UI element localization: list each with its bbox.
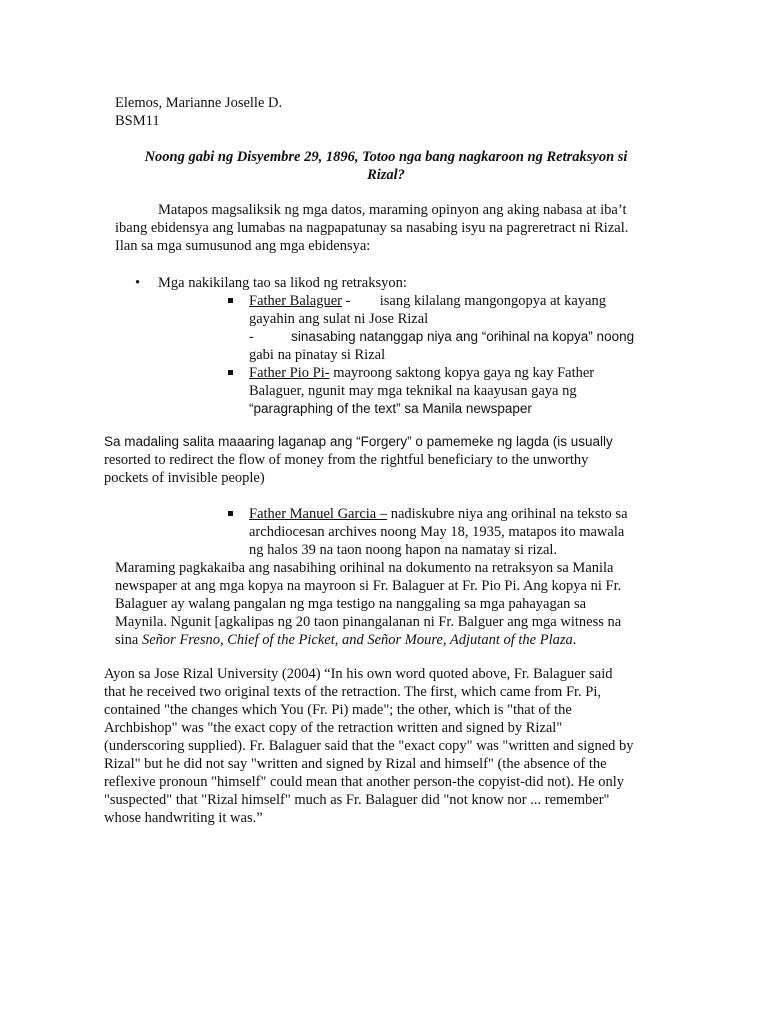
balaguer-dash: - bbox=[249, 329, 254, 345]
ayon-line-4: Archbishop" was "the exact copy of the retraction written and signed by Rizal" bbox=[104, 720, 563, 736]
sub-item-garcia bbox=[249, 505, 649, 559]
title-line-1: Noong gabi ng Disyembre 29, 1896, Totoo nga bang nagkaroon ng Retraksyon si bbox=[144, 149, 628, 165]
author-block bbox=[115, 94, 282, 130]
section-code: BSM11 bbox=[115, 113, 160, 129]
differences-line-5-start: sina bbox=[115, 632, 142, 648]
square-bullet-icon bbox=[228, 511, 233, 516]
sub-item-balaguer bbox=[249, 292, 649, 364]
intro-line-2: ibang ebidensya ang lumabas na nagpapatunay sa nasabing isyu na pagreretract ni Rizal. bbox=[115, 220, 629, 236]
forgery-line-3: pockets of invisible people) bbox=[104, 470, 265, 486]
differences-line-5-end: . bbox=[572, 632, 577, 648]
garcia-name: Father Manuel Garcia – bbox=[249, 506, 388, 522]
forgery-line-2: resorted to redirect the flow of money from the rightful beneficiary to the unworthy bbox=[104, 452, 589, 468]
piopi-name: Father Pio Pi- bbox=[249, 365, 330, 381]
ayon-line-8: "suspected" that "Rizal himself" much as Fr. Balaguer did "not know nor ... remember" bbox=[104, 792, 610, 808]
author-name: Elemos, Marianne Joselle D. bbox=[115, 95, 283, 111]
ayon-line-9: whose handwriting it was.” bbox=[104, 810, 263, 826]
differences-paragraph bbox=[115, 559, 655, 649]
intro-paragraph bbox=[115, 201, 657, 255]
intro-line-3: Ilan sa mga sumusunod ang mga ebidensya: bbox=[115, 238, 371, 254]
differences-line-1: Maraming pagkakaiba ang nasabihing orihinal na dokumento na retraksyon sa Manila bbox=[115, 560, 614, 576]
forgery-paragraph bbox=[104, 433, 634, 487]
garcia-line-2: archdiocesan archives noong May 18, 1935, matapos ito mawala bbox=[249, 524, 625, 540]
ayon-line-2: that he received two original texts of the retraction. The first, which came from Fr. Pi, bbox=[104, 684, 602, 700]
balaguer-name: Father Balaguer bbox=[249, 293, 343, 309]
ayon-line-1: Ayon sa Jose Rizal University (2004) “In his own word quoted above, Fr. Balaguer said bbox=[104, 666, 613, 682]
ayon-line-3: contained "the changes which You (Fr. Pi) made"; the other, which is "that of the bbox=[104, 702, 572, 718]
differences-line-4: Maynila. Ngunit [agkalipas ng 20 taon pinangalanan ni Fr. Balguer ang mga witness na bbox=[115, 614, 622, 630]
balaguer-line-2: gayahin ang sulat ni Jose Rizal bbox=[249, 311, 429, 327]
garcia-line-3: ng halos 39 na taon noong hapon na namatay si rizal. bbox=[249, 542, 558, 558]
balaguer-line-4: gabi na pinatay si Rizal bbox=[249, 347, 386, 363]
sub-item-piopi bbox=[249, 364, 649, 418]
piopi-line-2: Balaguer, ngunit may mga teknikal na kaayusan gaya ng bbox=[249, 383, 577, 399]
forgery-line-1: Sa madaling salita maaaring laganap ang “Forgery” o pamemeke ng lagda (is usually bbox=[104, 434, 613, 449]
ayon-line-5: (underscoring supplied). Fr. Balaguer said that the "exact copy" was "written and signed by bbox=[104, 738, 634, 754]
differences-line-3: Balaguer ay walang pangalan ng mga testigo na nanggaling sa mga pahayagan sa bbox=[115, 596, 587, 612]
differences-line-2: newspaper at ang mga kopya na mayroon si Fr. Balaguer at Fr. Pio Pi. Ang kopya ni Fr. bbox=[115, 578, 622, 594]
balaguer-line-1: isang kilalang mangongopya at kayang bbox=[379, 293, 607, 309]
piopi-line-3: “paragraphing of the text” sa Manila newspaper bbox=[249, 401, 532, 416]
document-title bbox=[130, 148, 642, 184]
ayon-paragraph bbox=[104, 665, 654, 827]
square-bullet-icon bbox=[228, 370, 233, 375]
witness-names: Señor Fresno, Chief of the Picket, and Señor Moure, Adjutant of the Plaza bbox=[141, 632, 573, 648]
piopi-line-1: mayroong saktong kopya gaya ng kay Father bbox=[329, 365, 595, 381]
ayon-line-7: reflexive pronoun "himself" could mean that another person-the copyist-did not). He only bbox=[104, 774, 625, 790]
bullet-text: Mga nakikilang tao sa likod ng retraksyon: bbox=[158, 275, 407, 291]
bullet-icon: • bbox=[135, 275, 141, 291]
garcia-line-1: nadiskubre niya ang orihinal na teksto sa bbox=[387, 506, 628, 522]
title-line-2: Rizal? bbox=[367, 167, 405, 183]
ayon-line-6: Rizal" but he did not say "written and signed by Rizal and himself" (the absence of the bbox=[104, 756, 607, 772]
balaguer-line-3: sinasabing natanggap niya ang “orihinal na kopya” noong bbox=[291, 329, 635, 344]
balaguer-separator: - bbox=[342, 293, 351, 309]
square-bullet-icon bbox=[228, 298, 233, 303]
intro-line-1: Matapos magsaliksik ng mga datos, maraming opinyon ang aking nabasa at iba’t bbox=[158, 202, 627, 218]
